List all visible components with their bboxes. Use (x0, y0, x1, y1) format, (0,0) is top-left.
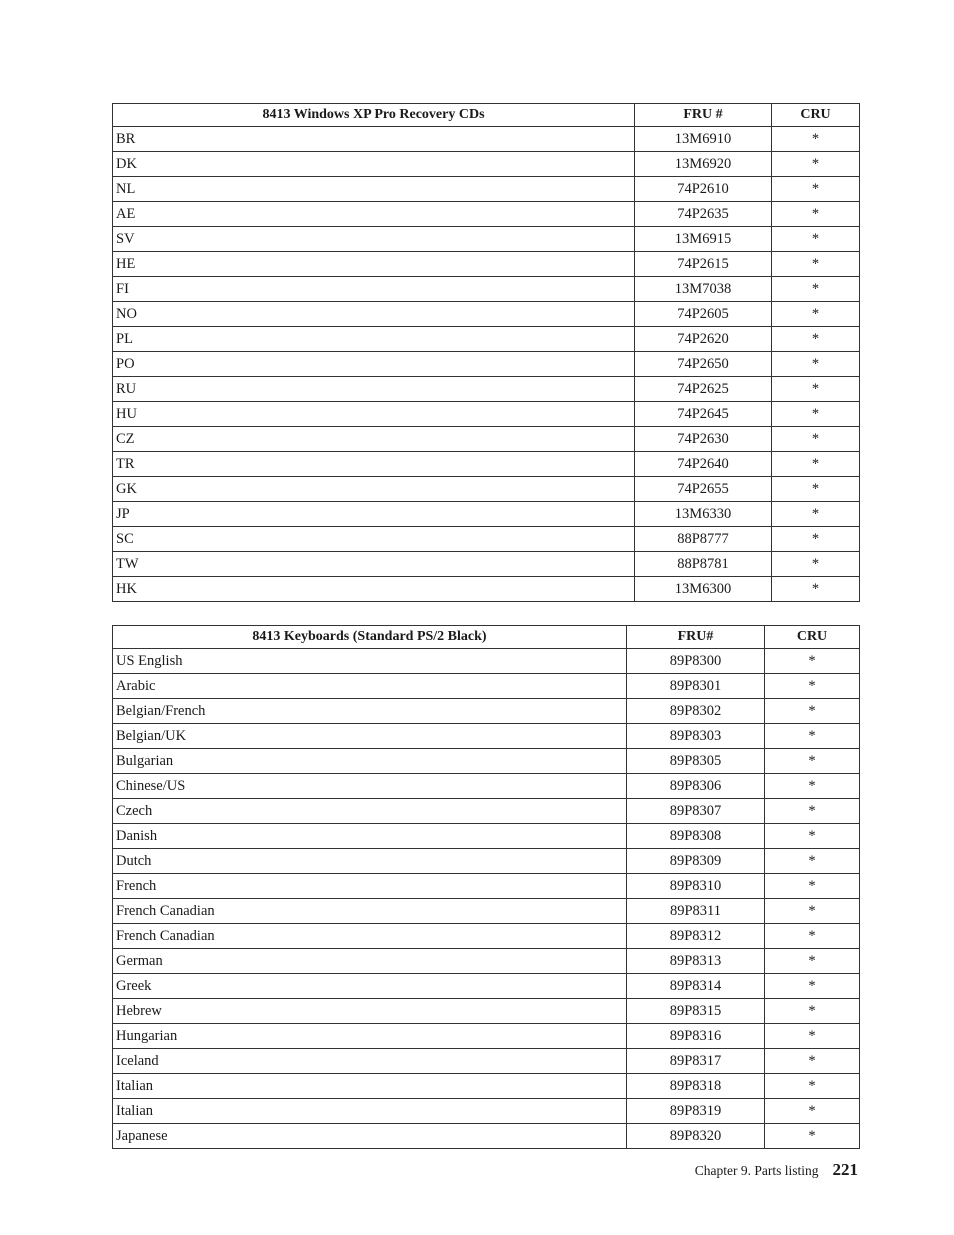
part-description-cell: Arabic (113, 674, 627, 699)
cru-flag-cell: * (765, 674, 860, 699)
table-row (113, 402, 860, 427)
part-description-cell: RU (113, 377, 635, 402)
part-description-cell: Italian (113, 1099, 627, 1124)
table-row (113, 327, 860, 352)
cru-flag-cell: * (772, 427, 860, 452)
fru-number-cell: 89P8319 (627, 1099, 765, 1124)
cru-flag-cell: * (765, 799, 860, 824)
table-row (113, 1049, 860, 1074)
table-row (113, 1074, 860, 1099)
part-description-cell: French Canadian (113, 899, 627, 924)
cru-flag-cell: * (765, 774, 860, 799)
table-row (113, 452, 860, 477)
fru-number-cell: 74P2615 (635, 252, 772, 277)
cru-flag-cell: * (772, 152, 860, 177)
table-row (113, 924, 860, 949)
cru-flag-cell: * (772, 527, 860, 552)
fru-number-cell: 13M6920 (635, 152, 772, 177)
table-row (113, 649, 860, 674)
part-description-cell: Belgian/UK (113, 724, 627, 749)
fru-number-cell: 89P8305 (627, 749, 765, 774)
part-description-cell: SV (113, 227, 635, 252)
table-row (113, 227, 860, 252)
column-header-fru: FRU# (627, 626, 765, 649)
page-footer (695, 1160, 858, 1180)
fru-number-cell: 89P8302 (627, 699, 765, 724)
table-row (113, 849, 860, 874)
table-row (113, 502, 860, 527)
fru-number-cell: 74P2620 (635, 327, 772, 352)
part-description-cell: French Canadian (113, 924, 627, 949)
cru-flag-cell: * (772, 377, 860, 402)
part-description-cell: Bulgarian (113, 749, 627, 774)
column-header-cru: CRU (772, 104, 860, 127)
table-row (113, 749, 860, 774)
fru-number-cell: 13M6910 (635, 127, 772, 152)
part-description-cell: GK (113, 477, 635, 502)
part-description-cell: Hebrew (113, 999, 627, 1024)
table-row (113, 699, 860, 724)
cru-flag-cell: * (772, 302, 860, 327)
table-row (113, 177, 860, 202)
fru-number-cell: 74P2610 (635, 177, 772, 202)
fru-number-cell: 89P8317 (627, 1049, 765, 1074)
fru-number-cell: 74P2640 (635, 452, 772, 477)
table-row (113, 552, 860, 577)
table-row (113, 477, 860, 502)
fru-number-cell: 89P8320 (627, 1124, 765, 1149)
cru-flag-cell: * (765, 1024, 860, 1049)
fru-number-cell: 89P8314 (627, 974, 765, 999)
part-description-cell: HK (113, 577, 635, 602)
part-description-cell: Japanese (113, 1124, 627, 1149)
cru-flag-cell: * (765, 874, 860, 899)
table-row (113, 352, 860, 377)
recovery-cds-table (112, 103, 860, 602)
cru-flag-cell: * (765, 999, 860, 1024)
part-description-cell: US English (113, 649, 627, 674)
fru-number-cell: 74P2605 (635, 302, 772, 327)
cru-flag-cell: * (765, 949, 860, 974)
cru-flag-cell: * (765, 1074, 860, 1099)
part-description-cell: Iceland (113, 1049, 627, 1074)
fru-number-cell: 89P8318 (627, 1074, 765, 1099)
column-header-description: 8413 Keyboards (Standard PS/2 Black) (113, 626, 627, 649)
cru-flag-cell: * (772, 252, 860, 277)
table-row (113, 1124, 860, 1149)
table-header-row (113, 104, 860, 127)
part-description-cell: PO (113, 352, 635, 377)
table-row (113, 824, 860, 849)
table-row (113, 1099, 860, 1124)
part-description-cell: Belgian/French (113, 699, 627, 724)
table-row (113, 127, 860, 152)
cru-flag-cell: * (772, 502, 860, 527)
fru-number-cell: 13M6330 (635, 502, 772, 527)
cru-flag-cell: * (765, 699, 860, 724)
cru-flag-cell: * (765, 899, 860, 924)
cru-flag-cell: * (772, 277, 860, 302)
cru-flag-cell: * (772, 352, 860, 377)
column-header-cru: CRU (765, 626, 860, 649)
part-description-cell: JP (113, 502, 635, 527)
fru-number-cell: 74P2630 (635, 427, 772, 452)
fru-number-cell: 13M6915 (635, 227, 772, 252)
table-row (113, 202, 860, 227)
table-row (113, 674, 860, 699)
fru-number-cell: 89P8306 (627, 774, 765, 799)
cru-flag-cell: * (772, 577, 860, 602)
cru-flag-cell: * (765, 1124, 860, 1149)
column-header-description: 8413 Windows XP Pro Recovery CDs (113, 104, 635, 127)
fru-number-cell: 88P8781 (635, 552, 772, 577)
part-description-cell: SC (113, 527, 635, 552)
part-description-cell: Dutch (113, 849, 627, 874)
column-header-fru: FRU # (635, 104, 772, 127)
table-row (113, 252, 860, 277)
cru-flag-cell: * (772, 327, 860, 352)
fru-number-cell: 74P2625 (635, 377, 772, 402)
fru-number-cell: 89P8316 (627, 1024, 765, 1049)
fru-number-cell: 74P2645 (635, 402, 772, 427)
fru-number-cell: 74P2655 (635, 477, 772, 502)
part-description-cell: CZ (113, 427, 635, 452)
part-description-cell: Hungarian (113, 1024, 627, 1049)
cru-flag-cell: * (772, 552, 860, 577)
part-description-cell: Chinese/US (113, 774, 627, 799)
fru-number-cell: 89P8300 (627, 649, 765, 674)
table-row (113, 427, 860, 452)
part-description-cell: DK (113, 152, 635, 177)
cru-flag-cell: * (772, 477, 860, 502)
part-description-cell: German (113, 949, 627, 974)
table-row (113, 277, 860, 302)
keyboards-table (112, 625, 860, 1149)
part-description-cell: FI (113, 277, 635, 302)
fru-number-cell: 74P2650 (635, 352, 772, 377)
cru-flag-cell: * (765, 1049, 860, 1074)
fru-number-cell: 89P8310 (627, 874, 765, 899)
cru-flag-cell: * (772, 202, 860, 227)
table-row (113, 949, 860, 974)
part-description-cell: Danish (113, 824, 627, 849)
cru-flag-cell: * (772, 127, 860, 152)
table-row (113, 377, 860, 402)
fru-number-cell: 13M6300 (635, 577, 772, 602)
part-description-cell: Greek (113, 974, 627, 999)
cru-flag-cell: * (772, 177, 860, 202)
cru-flag-cell: * (772, 227, 860, 252)
cru-flag-cell: * (765, 974, 860, 999)
table-row (113, 302, 860, 327)
page-number: 221 (832, 1160, 858, 1179)
fru-number-cell: 89P8313 (627, 949, 765, 974)
part-description-cell: HU (113, 402, 635, 427)
fru-number-cell: 89P8312 (627, 924, 765, 949)
fru-number-cell: 74P2635 (635, 202, 772, 227)
cru-flag-cell: * (765, 924, 860, 949)
fru-number-cell: 89P8303 (627, 724, 765, 749)
table-row (113, 799, 860, 824)
fru-number-cell: 89P8301 (627, 674, 765, 699)
part-description-cell: PL (113, 327, 635, 352)
fru-number-cell: 89P8315 (627, 999, 765, 1024)
part-description-cell: NO (113, 302, 635, 327)
part-description-cell: NL (113, 177, 635, 202)
part-description-cell: TR (113, 452, 635, 477)
part-description-cell: AE (113, 202, 635, 227)
table-row (113, 724, 860, 749)
table-row (113, 1024, 860, 1049)
part-description-cell: Czech (113, 799, 627, 824)
fru-number-cell: 89P8309 (627, 849, 765, 874)
table-row (113, 152, 860, 177)
part-description-cell: TW (113, 552, 635, 577)
cru-flag-cell: * (772, 452, 860, 477)
fru-number-cell: 89P8307 (627, 799, 765, 824)
part-description-cell: HE (113, 252, 635, 277)
cru-flag-cell: * (765, 649, 860, 674)
chapter-title: Chapter 9. Parts listing (694, 1163, 819, 1178)
table-row (113, 974, 860, 999)
table-row (113, 577, 860, 602)
cru-flag-cell: * (765, 749, 860, 774)
fru-number-cell: 88P8777 (635, 527, 772, 552)
part-description-cell: BR (113, 127, 635, 152)
table-row (113, 874, 860, 899)
fru-number-cell: 13M7038 (635, 277, 772, 302)
table-row (113, 774, 860, 799)
cru-flag-cell: * (772, 402, 860, 427)
fru-number-cell: 89P8311 (627, 899, 765, 924)
cru-flag-cell: * (765, 724, 860, 749)
fru-number-cell: 89P8308 (627, 824, 765, 849)
table-row (113, 999, 860, 1024)
table-row (113, 527, 860, 552)
table-row (113, 899, 860, 924)
cru-flag-cell: * (765, 849, 860, 874)
cru-flag-cell: * (765, 824, 860, 849)
cru-flag-cell: * (765, 1099, 860, 1124)
part-description-cell: French (113, 874, 627, 899)
part-description-cell: Italian (113, 1074, 627, 1099)
table-header-row (113, 626, 860, 649)
